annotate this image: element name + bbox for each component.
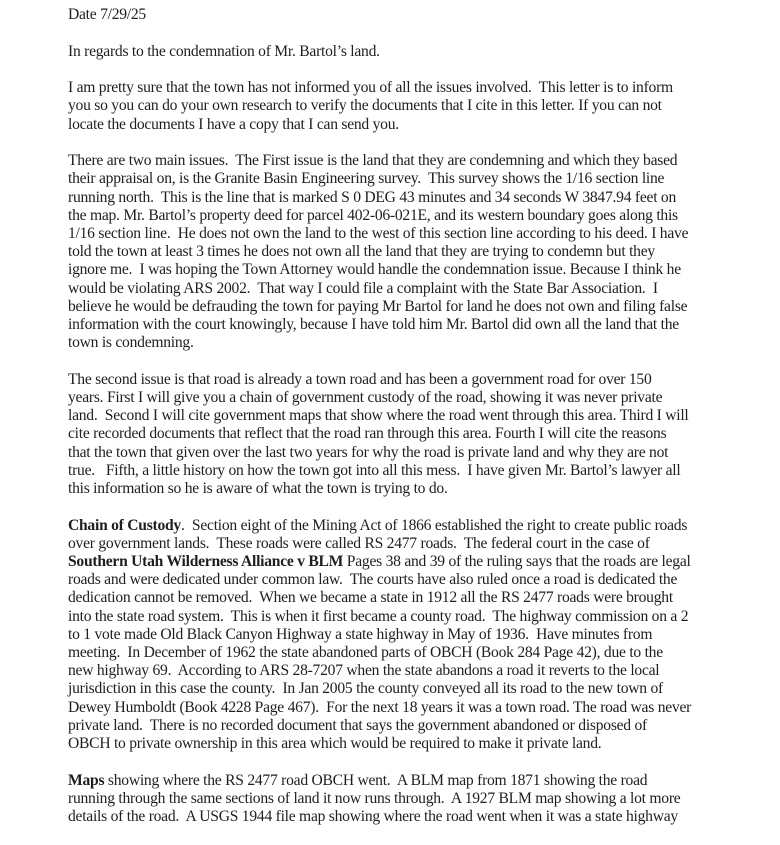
text-line: private land. There is no recorded document that says the government abandoned or disposed of (68, 716, 647, 734)
text-line: details of the road. A USGS 1944 file map showing where the road went when it was a state highway (68, 808, 678, 826)
subject-line: In regards to the condemnation of Mr. Bartol’s land. (68, 42, 380, 60)
intro-paragraph (68, 79, 768, 134)
text-line: their appraisal on, is the Granite Basin Engineering survey. This survey shows the 1/16 section line (68, 170, 665, 188)
first-issue-paragraph (68, 152, 768, 352)
text-line: the map. Mr. Bartol’s property deed for parcel 402-06-021E, and its western boundary goes along this (68, 206, 678, 224)
maps-paragraph (68, 772, 768, 827)
text-line: dedication cannot be removed. When we became a state in 1912 all the RS 2477 roads were brought (68, 589, 673, 607)
text-line: Southern Utah Wilderness Alliance v BLM Pages 38 and 39 of the ruling says that the roads are legal (68, 553, 691, 571)
text-line: town is condemning. (68, 334, 194, 352)
text-line: roads and were dedicated under common law. The courts have also ruled once a road is dedicated the (68, 571, 678, 589)
chain-of-custody-heading: Chain of Custody (68, 516, 181, 534)
text-line: 1/16 section line. He does not own the land to the west of this section line according to his deed. I have (68, 225, 689, 242)
text-line: running through the same sections of land it now runs through. A 1927 BLM map showing a lot more (68, 789, 681, 807)
text-line: years. First I will give you a chain of government custody of the road, showing it was never private (68, 389, 663, 407)
text-line: jurisdiction in this case the county. In Jan 2005 the county conveyed all its road to the new town of (68, 680, 663, 698)
second-issue-paragraph (68, 371, 768, 498)
text-line: into the state road system. This is when it first became a county road. The highway commission on a 2 (68, 607, 689, 625)
text-line: information with the court knowingly, because I have told him Mr. Bartol did own all the land that the (68, 316, 679, 334)
text-line: told the town at least 3 times he does not own all the land that they are trying to condemn but they (68, 243, 655, 261)
text-line: believe he would be defrauding the town for paying Mr Bartol for land he does not own and filing false (68, 297, 688, 315)
text-line: Chain of Custody. Section eight of the Mining Act of 1866 established the right to create public roads (68, 516, 688, 534)
text-line: There are two main issues. The First issue is the land that they are condemning and which they based (68, 152, 678, 170)
text-line: land. Second I will cite government maps that show where the road went through this area. Third I will (68, 407, 689, 425)
text-line: ignore me. I was hoping the Town Attorney would handle the condemnation issue. Because I think he (68, 261, 681, 279)
text-line: true. Fifth, a little history on how the town got into all this mess. I have given Mr. Bartol’s lawyer all (68, 461, 681, 479)
text-line: cite recorded documents that reflect that the road ran through this area. Fourth I will cite the reasons (68, 425, 667, 443)
text-line: to 1 vote made Old Black Canyon Highway a state highway in May of 1936. Have minutes from (68, 625, 653, 643)
maps-heading: Maps (68, 771, 105, 789)
text-line: OBCH to private ownership in this area which would be required to make it private land. (68, 735, 602, 753)
text-line: locate the documents I have a copy that I can send you. (68, 115, 399, 133)
case-name: Southern Utah Wilderness Alliance v BLM (68, 553, 344, 571)
text-line: meeting. In December of 1962 the state abandoned parts of OBCH (Book 284 Page 42), due to the (68, 644, 663, 662)
text-line: The second issue is that road is already a town road and has been a government road for over 150 (68, 370, 652, 388)
text-line: you so you can do your own research to verify the documents that I cite in this letter. If you can not (68, 97, 662, 115)
text-line: would be violating ARS 2002. That way I could file a complaint with the State Bar Association. I (68, 279, 658, 297)
letter-page (68, 6, 768, 845)
chain-of-custody-paragraph (68, 517, 768, 754)
date-line: Date 7/29/25 (68, 6, 146, 23)
text-line: running north. This is the line that is marked S 0 DEG 43 minutes and 34 seconds W 3847.94 feet on (68, 188, 677, 206)
text-line: I am pretty sure that the town has not informed you of all the issues involved. This letter is to inform (68, 79, 673, 97)
text-line: this information so he is aware of what the town is trying to do. (68, 480, 448, 498)
text-line: Dewey Humboldt (Book 4228 Page 467). For the next 18 years it was a town road. The road was never (68, 698, 692, 716)
text-line: Maps showing where the RS 2477 road OBCH went. A BLM map from 1871 showing the road (68, 771, 648, 789)
text-line: that the town that given over the last two years for why the road is private land and why they are not (68, 443, 669, 461)
text-line: new highway 69. According to ARS 28-7207 when the state abandons a road it reverts to the local (68, 662, 660, 680)
text-line: over government lands. These roads were called RS 2477 roads. The federal court in the case of (68, 534, 650, 552)
